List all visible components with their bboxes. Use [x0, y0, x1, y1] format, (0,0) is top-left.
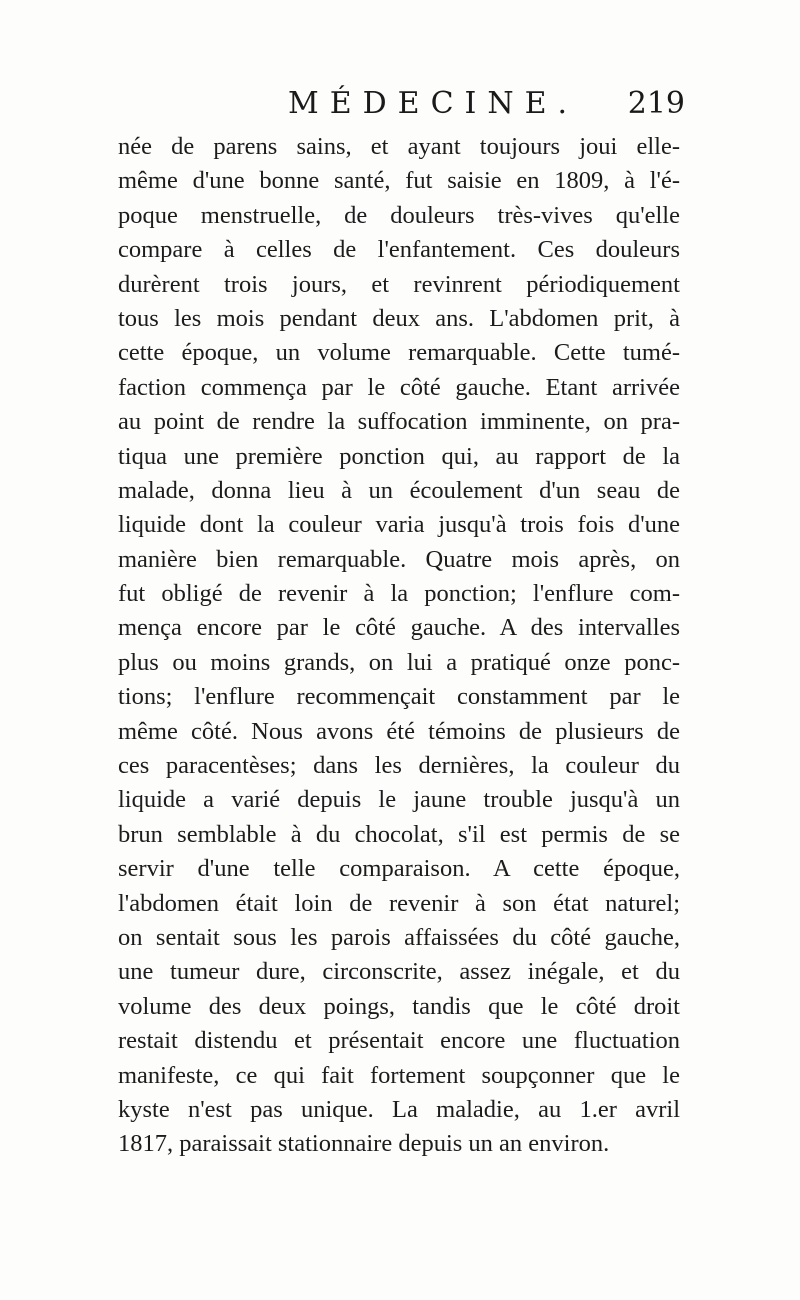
body-text — [118, 130, 680, 1162]
text-line: mença encore par le côté gauche. A des intervalles — [118, 614, 680, 642]
page-number: 219 — [627, 86, 685, 121]
text-line: malade, donna lieu à un écoulement d'un seau de — [118, 476, 680, 504]
text-line: on sentait sous les parois affaissées du côté gauche, — [118, 923, 680, 951]
running-head — [110, 78, 685, 128]
text-line: même d'une bonne santé, fut saisie en 1809, à l'é- — [118, 167, 680, 195]
text-line: kyste n'est pas unique. La maladie, au 1.er avril — [118, 1095, 680, 1123]
text-line: fut obligé de revenir à la ponction; l'enflure com- — [118, 580, 680, 608]
text-line: poque menstruelle, de douleurs très-vives qu'elle — [118, 201, 680, 229]
text-line: liquide a varié depuis le jaune trouble jusqu'à un — [118, 786, 680, 814]
text-line: durèrent trois jours, et revinrent périodiquement — [118, 270, 680, 298]
text-line: une tumeur dure, circonscrite, assez inégale, et du — [118, 958, 680, 986]
text-line: ces paracentèses; dans les dernières, la couleur du — [118, 752, 680, 780]
text-line: restait distendu et présentait encore une fluctuation — [118, 1027, 680, 1055]
text-line: au point de rendre la suffocation imminente, on pra- — [118, 408, 680, 436]
running-title: MÉDECINE. — [288, 86, 579, 121]
text-line: tiqua une première ponction qui, au rapport de la — [118, 442, 680, 470]
text-line: faction commença par le côté gauche. Etant arrivée — [118, 373, 680, 401]
text-line: l'abdomen était loin de revenir à son état naturel; — [118, 889, 680, 917]
text-line: compare à celles de l'enfantement. Ces douleurs — [118, 236, 680, 264]
text-line: servir d'une telle comparaison. A cette époque, — [118, 855, 680, 883]
text-line: tous les mois pendant deux ans. L'abdomen prit, à — [118, 304, 680, 332]
text-line: manière bien remarquable. Quatre mois après, on — [118, 545, 680, 573]
text-line: même côté. Nous avons été témoins de plusieurs de — [118, 717, 680, 745]
text-line: liquide dont la couleur varia jusqu'à trois fois d'une — [118, 511, 680, 539]
text-line: manifeste, ce qui fait fortement soupçonner que le — [118, 1061, 680, 1089]
text-line: volume des deux poings, tandis que le côté droit — [118, 992, 680, 1020]
text-line: 1817, paraissait stationnaire depuis un an environ. — [118, 1130, 610, 1158]
text-line: tions; l'enflure recommençait constamment par le — [118, 683, 680, 711]
text-line: brun semblable à du chocolat, s'il est permis de se — [118, 820, 680, 848]
text-line: cette époque, un volume remarquable. Cette tumé- — [118, 339, 680, 367]
text-line: plus ou moins grands, on lui a pratiqué onze ponc- — [118, 648, 680, 676]
text-line: née de parens sains, et ayant toujours joui elle- — [118, 133, 680, 160]
